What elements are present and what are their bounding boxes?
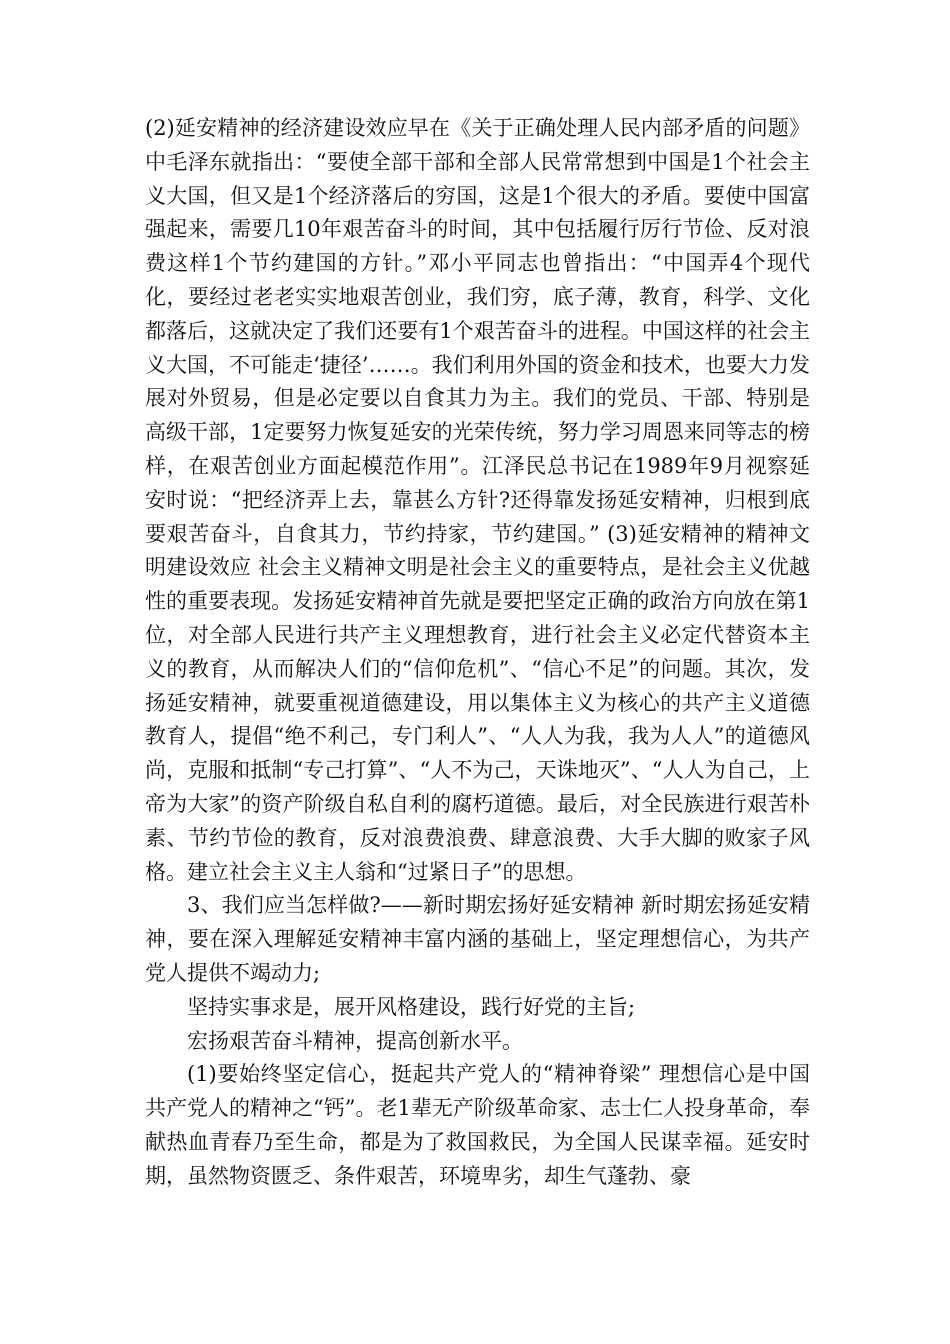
- document-page: [145, 112, 810, 1194]
- paragraph-seek-truth: 坚持实事求是，展开风格建设，践行好党的主旨;: [187, 994, 636, 1019]
- paragraph-hard-struggle: 宏扬艰苦奋斗精神，提高创新水平。: [187, 1028, 523, 1053]
- paragraph-what-should-we-do: 3、我们应当怎样做?——新时期宏扬好延安精神 新时期宏扬延安精神，要在深入理解延安精神丰富内涵的基础上，坚定理想信心，为共产党人提供不竭动力;: [145, 893, 810, 985]
- paragraph-firm-belief: (1)要始终坚定信心，挺起共产党人的“精神脊梁” 理想信心是中国共产党人的精神之“钙”。老1辈无产阶级革命家、志士仁人投身革命，奉献热血青春乃至生命，都是为了救国救民，为全国人民谋幸福。延安时期，虽然物资匮乏、条件艰苦，环境卑劣，却生气蓬勃、豪: [145, 1062, 810, 1188]
- paragraph-economic-construction: (2)延安精神的经济建设效应早在《关于正确处理人民内部矛盾的问题》中毛泽东就指出：“要使全部干部和全部人民常常想到中国是1个社会主义大国，但又是1个经济落后的穷国，这是1个很大的矛盾。要使中国富强起来，需要几10年艰苦奋斗的时间，其中包括履行厉行节俭、反对浪费这样1个节约建国的方针。”邓小平同志也曾指出：“中国弄4个现代化，要经过老老实实地艰苦创业，我们穷，底子薄，教育，科学、文化都落后，这就决定了我们还要有1个艰苦奋斗的进程。中国这样的社会主义大国，不可能走‘捷径’……。我们利用外国的资金和技术，也要大力发展对外贸易，但是必定要以自食其力为主。我们的党员、干部、特别是高级干部，1定要努力恢复延安的光荣传统，努力学习周恩来同等志的榜样，在艰苦创业方面起模范作用”。江泽民总书记在1989年9月视察延安时说：“把经济弄上去，靠甚么方针?还得靠发扬延安精神，归根到底要艰苦奋斗，自食其力，节约持家，节约建国。” (3)延安精神的精神文明建设效应 社会主义精神文明是社会主义的重要特点，是社会主义优越性的重要表现。发扬延安精神首先就是要把坚定正确的政治方向放在第1位，对全部人民进行共产主义理想教育，进行社会主义必定代替资本主义的教育，从而解决人们的“信仰危机”、“信心不足”的问题。其次，发扬延安精神，就要重视道德建设，用以集体主义为核心的共产主义道德教育人，提倡“绝不利己，专门利人”、“人人为我，我为人人”的道德风尚，克服和抵制“专己打算”、“人不为己，天诛地灭”、“人人为自己，上帝为大家”的资产阶级自私自利的腐朽道德。最后，对全民族进行艰苦朴素、节约节俭的教育，反对浪费浪费、肆意浪费、大手大脚的败家子风格。建立社会主义主人翁和“过紧日子”的思想。: [145, 116, 810, 884]
